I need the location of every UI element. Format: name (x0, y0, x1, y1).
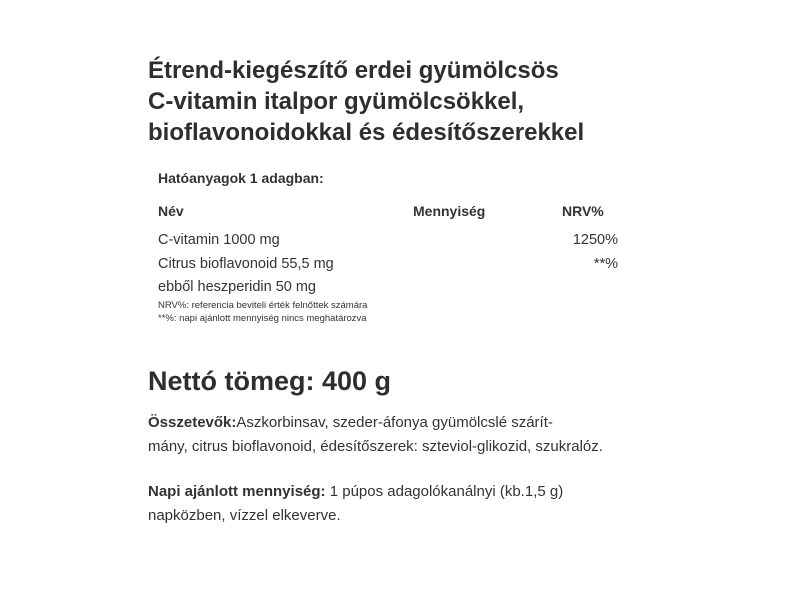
column-header-quantity: Mennyiség (413, 203, 486, 219)
composition-paragraph (148, 411, 668, 459)
daily-dose-label: Napi ajánlott mennyiség: (148, 483, 326, 500)
composition-label: Összetevők: (148, 414, 237, 431)
footnote-undefined: **%: napi ajánlott mennyiség nincs meghatározva (158, 313, 367, 324)
ingredient-name: C-vitamin 1000 mg (158, 232, 280, 248)
ingredient-name: ebből heszperidin 50 mg (158, 279, 316, 295)
ingredient-nrv: 1250% (572, 232, 618, 248)
table-row (158, 232, 618, 254)
table-row (158, 279, 618, 301)
ingredients-heading: Hatóanyagok 1 adagban: (158, 170, 324, 186)
product-title (148, 55, 584, 148)
footnote-nrv: NRV%: referencia beviteli érték felnőttek számára (158, 300, 368, 311)
daily-dose-text-line-2: napközben, vízzel elkeverve. (148, 507, 341, 524)
title-line-1: Étrend-kiegészítő erdei gyümölcsös (148, 57, 559, 84)
title-line-3: bioflavonoidokkal és édesítőszerekkel (148, 119, 585, 146)
composition-text-line-2: mány, citrus bioflavonoid, édesítőszerek: szteviol-glikozid, szukralóz. (148, 438, 603, 455)
net-weight: Nettó tömeg: 400 g (148, 366, 392, 396)
title-line-2: C-vitamin italpor gyümölcsökkel, (148, 88, 525, 115)
daily-dose-text-line-1: 1 púpos adagolókanálnyi (kb.1,5 g) (325, 483, 564, 500)
column-header-name: Név (158, 203, 184, 219)
ingredient-nrv: **% (593, 256, 618, 272)
column-header-nrv: NRV% (562, 203, 604, 219)
composition-text-line-1: Aszkorbinsav, szeder-áfonya gyümölcslé szárít- (236, 414, 553, 431)
daily-dose-paragraph (148, 480, 668, 528)
table-row (158, 256, 618, 278)
ingredient-name: Citrus bioflavonoid 55,5 mg (158, 256, 334, 272)
